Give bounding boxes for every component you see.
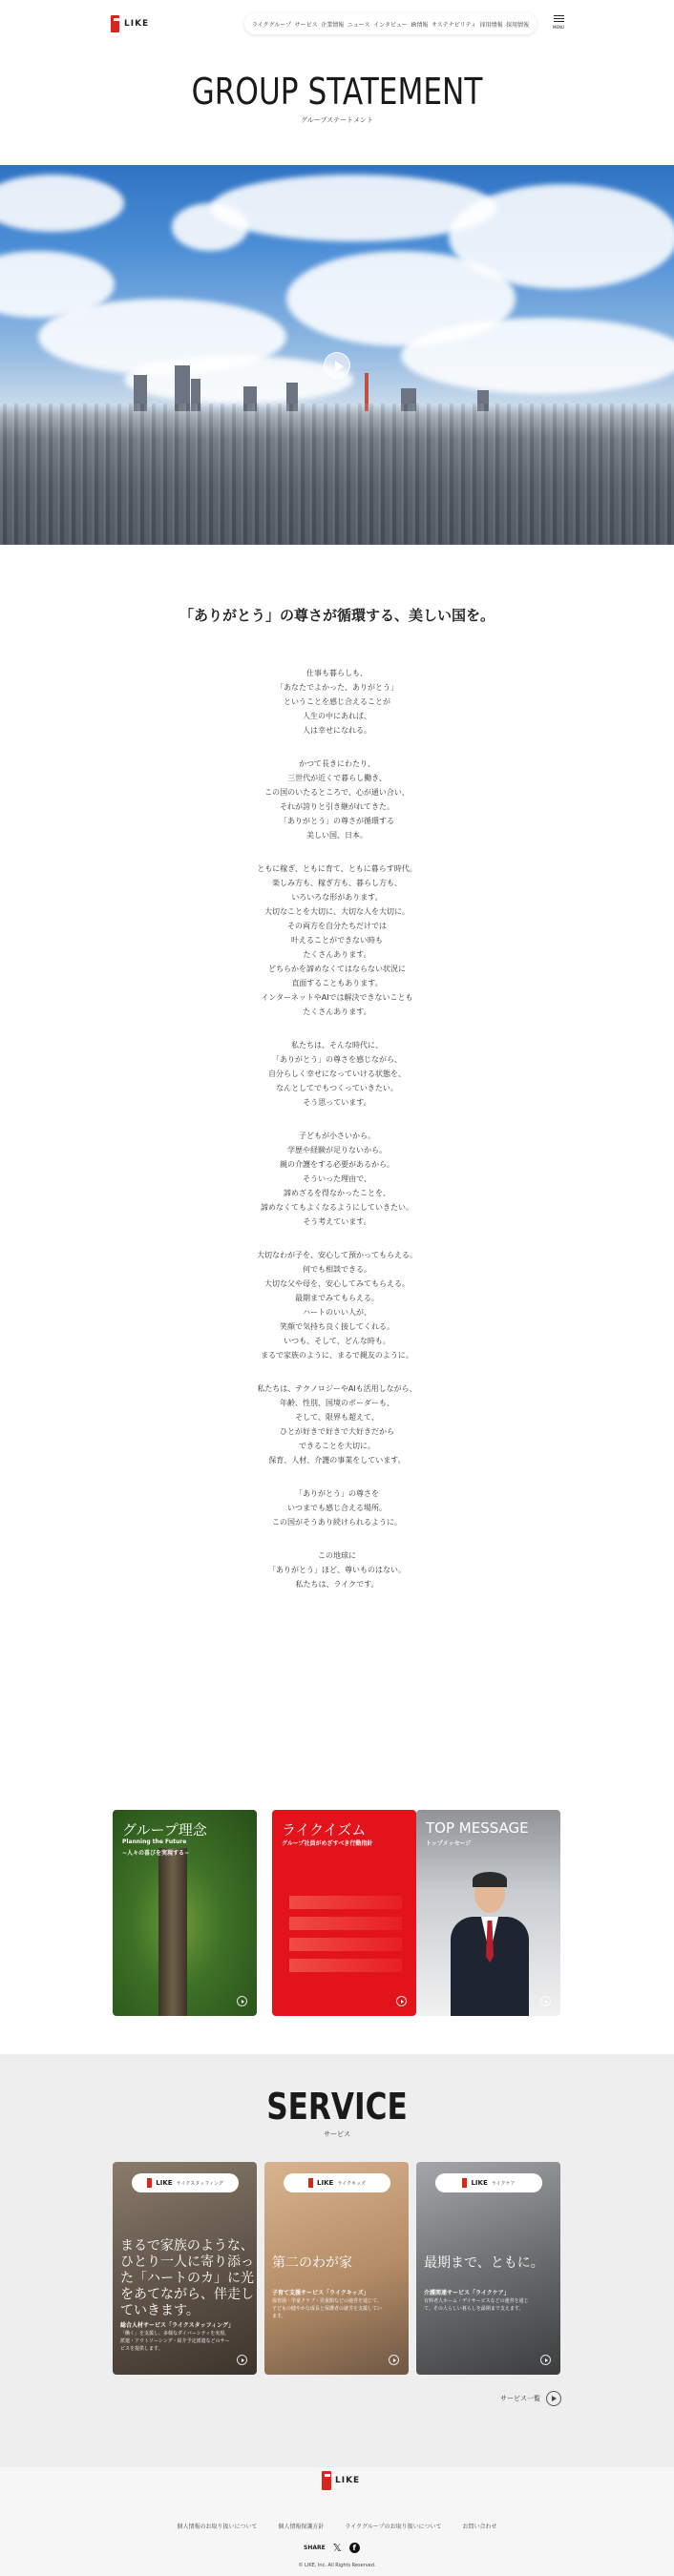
arrow-right-icon	[237, 1996, 247, 2006]
share-label: SHARE	[304, 2545, 326, 2551]
hamburger-icon	[554, 15, 564, 16]
arrow-right-icon	[237, 2355, 247, 2365]
statement-paragraph	[0, 1038, 674, 1110]
footer-link-contact[interactable]: お問い合わせ	[462, 2524, 497, 2530]
card-subtitle-2: ~人々の喜びを実現する~	[122, 1850, 190, 1857]
hamburger-icon-line	[554, 21, 564, 22]
statement-line: 諦めざるを得なかったことを、	[284, 1189, 390, 1197]
statement-line: 美しい国、日本。	[306, 831, 368, 840]
statement-line: 「ありがとう」ほど、尊いものはない。	[268, 1566, 406, 1574]
brand-text: LIKE	[471, 2179, 488, 2187]
service-name: ライクキッズ	[337, 2180, 366, 2187]
statement-body	[0, 666, 674, 1610]
nav-item-news[interactable]: ニュース	[347, 21, 370, 29]
arrow-right-icon	[396, 1996, 407, 2006]
card-title: ライクイズム	[282, 1821, 367, 1839]
statement-line: 諦めなくてもよくなるようにしていきたい。	[261, 1203, 413, 1212]
statement-line: 三世代が近くで暮らし働き、	[287, 774, 387, 782]
statement-line: まるで家族のように、まるで親友のように。	[261, 1351, 413, 1360]
statement-line: 「ありがとう」の尊さを	[295, 1489, 379, 1498]
site-logo[interactable]	[111, 15, 149, 32]
copyright: © LIKE, Inc. All Rights Reserved.	[298, 2563, 376, 2568]
statement-line: 最期までみてもらえる。	[295, 1294, 379, 1302]
ceo-portrait	[451, 1875, 529, 2016]
like-logo-icon	[111, 15, 119, 32]
statement-line: 人は幸せになれる。	[303, 726, 371, 735]
statement-line: なんとしてでもつくっていきたい。	[276, 1084, 398, 1092]
statement-line: 自分らしく幸せになっていける状態を、	[268, 1070, 406, 1078]
like-logo-icon	[308, 2178, 313, 2188]
footer-logo-text: LIKE	[335, 2476, 361, 2485]
nav-item-sustainability[interactable]: サステナビリティ	[431, 21, 476, 29]
footer-link-group-handling[interactable]: ライクグループのお取り扱いについて	[345, 2524, 442, 2530]
statement-line: この国がそうあり続けられるように。	[272, 1518, 402, 1527]
statement-line: この地球に	[318, 1551, 356, 1560]
statement-line: 仕事も暮らしも、	[306, 669, 368, 677]
service-brand-pill	[435, 2173, 542, 2192]
statement-line: 私たちは、そんな時代に、	[291, 1041, 383, 1049]
service-list-link[interactable]	[500, 2391, 561, 2406]
statement-paragraph	[0, 862, 674, 1019]
service-description: 保育園・学童クラブ・児童館などの運営を通じて、子どもの健やかな成長と保護者の就労を支援しています。	[272, 2298, 383, 2319]
service-description: 「働く」を支援し、多様なダイバーシティを実現。派遣・アウトソーシング・紹介予定派遣などのサービスを提供します。	[120, 2331, 230, 2352]
service-title: SERVICE	[266, 2086, 408, 2128]
statement-paragraph	[0, 1486, 674, 1529]
play-icon[interactable]	[324, 352, 350, 379]
statement-line: インターネットやAIでは解決できないことも	[261, 993, 413, 1002]
page-subtitle: グループステートメント	[301, 116, 373, 124]
service-label: 子育て支援サービス「ライクキッズ」	[272, 2290, 369, 2296]
statement-paragraph	[0, 1381, 674, 1467]
statement-paragraph	[0, 666, 674, 737]
nav-item-ir[interactable]: IR情報	[411, 21, 429, 29]
service-brand-pill	[284, 2173, 390, 2192]
statement-line: そういった理由で、	[303, 1174, 371, 1183]
service-card-staffing[interactable]	[113, 2162, 257, 2375]
statement-line: そう思っています。	[303, 1098, 371, 1107]
statement-line: たくさんあります。	[303, 950, 371, 959]
card-subtitle: トップメッセージ	[426, 1840, 472, 1847]
statement-line: 楽しみ方も、稼ぎ方も、暮らし方も、	[272, 879, 402, 887]
arrow-right-circle-icon	[546, 2391, 561, 2406]
service-label: 総合人材サービス「ライクスタッフィング」	[120, 2322, 235, 2329]
statement-line: その両方を自分たちだけでは	[287, 922, 387, 930]
card-group-philosophy[interactable]	[113, 1810, 257, 2016]
card-likeism[interactable]	[272, 1810, 416, 2016]
decor-stripe	[289, 1959, 402, 1972]
share-bar	[304, 2543, 360, 2553]
nav-item-group[interactable]: ライクグループ	[251, 21, 292, 29]
service-catchcopy: 最期まで、ともに。	[424, 2255, 544, 2271]
decor-stripe	[289, 1917, 402, 1930]
statement-line: 年齢、性別、国境のボーダーも、	[280, 1399, 394, 1407]
service-description: 有料老人ホーム・デイサービスなどの運営を通じて、その人らしい暮らしを最期まで支えます。	[424, 2298, 529, 2312]
statement-line: いつまでも感じ合える場所。	[287, 1504, 387, 1512]
footer-link-privacy-policy[interactable]: 個人情報保護方針	[278, 2524, 325, 2530]
statement-line: 大切なわが子を、安心して預かってもらえる。	[257, 1251, 417, 1259]
statement-line: 「あなたでよかった、ありがとう」	[276, 683, 398, 692]
brand-text: LIKE	[317, 2179, 334, 2187]
service-card-kids[interactable]	[264, 2162, 409, 2375]
card-title: グループ理念	[122, 1821, 207, 1839]
statement-line: 私たちは、テクノロジーやAIも活用しながら、	[257, 1384, 417, 1393]
statement-line: いつも、そして、どんな時も。	[284, 1337, 390, 1345]
statement-line: この国のいたるところで、心が通い合い、	[264, 788, 410, 797]
facebook-icon[interactable]: f	[349, 2543, 360, 2553]
global-nav	[244, 13, 537, 34]
footer-link-privacy-handling[interactable]: 個人情報のお取り扱いについて	[177, 2524, 258, 2530]
statement-line: 「ありがとう」の尊さを感じながら、	[272, 1055, 402, 1064]
statement-paragraph	[0, 1248, 674, 1362]
city-skyline	[0, 404, 674, 545]
card-title: TOP MESSAGE	[426, 1819, 529, 1837]
service-name: ライクスタッフィング	[176, 2180, 223, 2187]
service-name: ライクケア	[491, 2180, 516, 2187]
decor-stripe	[289, 1938, 402, 1951]
hamburger-icon-line	[554, 18, 564, 19]
statement-line: 直面することもあります。	[291, 979, 383, 987]
statement-line: できることを大切に。	[299, 1442, 375, 1450]
statement-line: 笑顔で気持ち良く接してくれる。	[280, 1322, 394, 1331]
footer-links	[0, 2522, 674, 2530]
site-header	[0, 0, 674, 50]
nav-item-interview[interactable]: インタビュー	[373, 21, 408, 29]
cloud-shape	[0, 175, 124, 232]
page-title: GROUP STATEMENT	[191, 71, 483, 113]
statement-line: どちらかを諦めなくてはならない状況に	[268, 965, 406, 973]
like-logo-icon	[147, 2178, 152, 2188]
service-list-label: サービス一覧	[500, 2395, 540, 2402]
card-subtitle: グループ社員がめざすべき行動指針	[282, 1840, 373, 1847]
nav-item-recruit-2[interactable]: 採用情報	[506, 21, 530, 29]
decor-stripe	[289, 1896, 402, 1909]
statement-line: いろいろな形があります。	[291, 893, 383, 902]
service-brand-pill	[132, 2173, 239, 2192]
statement-line: それが誇りと引き継がれてきた。	[280, 802, 394, 811]
brand-text: LIKE	[156, 2179, 173, 2187]
logo-text: LIKE	[124, 19, 150, 29]
statement-line: ともに稼ぎ、ともに育て、ともに暮らす時代。	[257, 864, 417, 873]
statement-line: 子どもが小さいから。	[299, 1132, 375, 1140]
statement-line: 保育、人材、介護の事業をしています。	[268, 1456, 406, 1465]
statement-line: ハートのいい人が、	[303, 1308, 371, 1317]
statement-line: 「ありがとう」の尊さが循環する	[280, 817, 394, 825]
statement-line: ひとが好きで好きで大好きだから	[280, 1427, 394, 1436]
statement-line: 大切な父や母を、安心してみてもらえる。	[264, 1279, 410, 1288]
card-subtitle: Planning the Future	[122, 1839, 187, 1845]
statement-line: そう考えています。	[303, 1217, 371, 1226]
menu-button[interactable]	[552, 15, 565, 32]
nav-item-company[interactable]: 企業情報	[321, 21, 345, 29]
service-card-care[interactable]	[416, 2162, 560, 2375]
statement-line: 私たちは、ライクです。	[295, 1580, 379, 1589]
statement-line: たくさんあります。	[303, 1008, 371, 1016]
statement-line: そして、限界も超えて、	[295, 1413, 379, 1422]
statement-line: かつて長きにわたり、	[299, 759, 375, 768]
statement-paragraph	[0, 1129, 674, 1229]
like-logo-icon	[322, 2471, 331, 2490]
statement-line: 人生の中にあれば、	[303, 712, 371, 720]
cloud-shape	[124, 356, 353, 404]
statement-line: ということを感じ合えることが	[284, 697, 390, 706]
tree-image	[158, 1848, 187, 2016]
service-label: 介護関連サービス「ライクケア」	[424, 2290, 510, 2296]
hero-video[interactable]	[0, 165, 674, 545]
statement-paragraph	[0, 757, 674, 842]
statement-line: 叶えることができない時も	[291, 936, 383, 945]
like-logo-icon	[462, 2178, 467, 2188]
x-icon[interactable]: 𝕏	[332, 2542, 342, 2554]
statement-line: 親の介護をする必要があるから。	[280, 1160, 394, 1169]
arrow-right-icon	[540, 2355, 551, 2365]
menu-label: MENU	[553, 25, 564, 30]
card-top-message[interactable]	[416, 1810, 560, 2016]
statement-line: 何でも相談できる。	[303, 1265, 371, 1274]
arrow-right-icon	[540, 1996, 551, 2006]
service-subtitle: サービス	[324, 2130, 350, 2138]
statement-line: 学歴や経験が足りないから。	[287, 1146, 387, 1154]
cloud-shape	[401, 318, 674, 394]
statement-paragraph	[0, 1548, 674, 1591]
nav-item-recruit[interactable]: 採用情報	[479, 21, 503, 29]
footer-logo[interactable]	[322, 2471, 360, 2490]
arrow-right-icon	[389, 2355, 399, 2365]
service-catchcopy: 第二のわが家	[272, 2255, 352, 2271]
statement-headline: 「ありがとう」の尊さが循環する、美しい国を。	[179, 607, 495, 624]
statement-line: 大切なことを大切に、大切な人を大切に。	[264, 907, 410, 916]
service-catchcopy: まるで家族のような、ひとり一人に寄り添った「ハートのカ」に光をあてながら、伴走していきます。	[120, 2238, 254, 2318]
nav-item-service[interactable]: サービス	[294, 21, 318, 29]
